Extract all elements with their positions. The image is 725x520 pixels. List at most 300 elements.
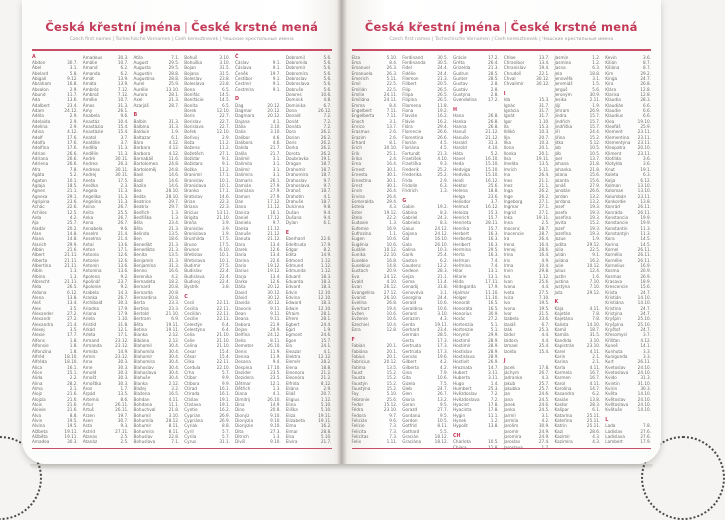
- name-day-date: 4.3.: [389, 204, 398, 210]
- first-name: Antal: [82, 241, 94, 247]
- first-name: Drahotín: [285, 193, 304, 199]
- first-name: Emil: [351, 81, 361, 87]
- name-day-date: 24.10.: [637, 401, 651, 407]
- names-column: [286, 55, 332, 446]
- name-day-date: 3.1.: [272, 172, 281, 178]
- name-day-date: 21.1.: [67, 188, 78, 194]
- first-name: Dalida: [235, 145, 249, 151]
- first-name: Adina: [32, 129, 44, 135]
- name-day-date: 15.7.: [589, 118, 601, 124]
- name-day-date: 27.7.: [437, 407, 448, 413]
- name-day-date: 4.12.: [640, 337, 651, 343]
- name-day-date: 1.3.: [69, 273, 78, 279]
- name-day-date: 21.7.: [320, 439, 332, 445]
- name-day-date: 10.3.: [538, 129, 550, 135]
- name-day-date: 1.2.: [592, 54, 601, 60]
- name-day-date: 11.9.: [270, 348, 281, 354]
- first-name: Karol: [554, 380, 566, 386]
- first-name: Hedviga: [453, 166, 471, 172]
- first-name: Gothard: [402, 428, 420, 434]
- first-name: Hostivít: [453, 359, 469, 365]
- first-name: Ildikó: [503, 129, 515, 135]
- first-name: Alžběta: [32, 434, 48, 439]
- name-day-date: 26.2.: [538, 193, 550, 199]
- name-day-date: 16.12.: [485, 204, 499, 210]
- name-day-date: 9.9.: [222, 375, 230, 381]
- first-name: Bona: [184, 86, 195, 92]
- name-day-date: 1.3.: [272, 434, 281, 439]
- first-name: Kája: [554, 305, 564, 311]
- first-name: Ines: [503, 177, 513, 183]
- first-name: Klotylda: [605, 161, 623, 167]
- name-day-date: 21.7.: [270, 150, 281, 156]
- name-day-date: 15.6.: [589, 177, 601, 183]
- name-day-entry: [83, 439, 129, 444]
- name-day-date: 23.12.: [115, 343, 129, 349]
- first-name: Gerazim: [402, 316, 420, 322]
- first-name: Kornélia: [605, 252, 623, 258]
- first-name: Dália: [235, 124, 246, 130]
- first-name: Antonína: [82, 268, 102, 274]
- first-name: Blažena: [133, 391, 151, 397]
- name-day-date: 9.11.: [270, 305, 281, 311]
- first-name: Ester: [351, 209, 363, 215]
- first-name: Blažej: [133, 385, 147, 391]
- first-name: Deana: [235, 316, 249, 322]
- first-name: Jeremiáš: [554, 81, 573, 87]
- first-name: Everhart: [351, 305, 370, 311]
- first-name: Jonáš: [554, 182, 566, 188]
- first-name: Brunon: [184, 246, 200, 252]
- letter-header: E: [285, 230, 290, 236]
- letter-header: C: [184, 295, 188, 301]
- first-name: Imrich: [503, 166, 517, 172]
- first-name: Karmen: [554, 375, 571, 381]
- names-grid: [352, 55, 652, 446]
- name-day-date: 1.12.: [320, 396, 332, 402]
- name-day-date: 23.11.: [637, 193, 651, 199]
- first-name: Bernardina: [133, 295, 157, 301]
- name-day-date: 21.8.: [589, 166, 601, 172]
- name-day-date: 23.8.: [219, 81, 230, 87]
- name-day-date: 9.5.: [440, 401, 448, 407]
- first-name: Eufemie: [351, 225, 369, 231]
- name-day-date: 24.1.: [320, 343, 332, 349]
- name-day-date: 27.9.: [270, 188, 281, 194]
- first-name: Elmar: [285, 428, 298, 434]
- name-day-date: 11.1.: [488, 412, 499, 418]
- name-day-date: 15.3.: [488, 209, 499, 215]
- name-day-date: 30.3.: [117, 380, 129, 386]
- name-day-date: 20.10.: [637, 145, 651, 151]
- name-day-date: 30.1.: [386, 172, 398, 178]
- names-grid: [32, 55, 332, 446]
- first-name: Ira: [503, 236, 510, 242]
- first-name: Izabela: [503, 316, 519, 322]
- first-name: Kristýna: [605, 311, 623, 317]
- name-day-date: 8.3.: [440, 209, 448, 215]
- name-day-date: 4.11.: [589, 348, 601, 354]
- name-day-date: 16.10.: [485, 156, 499, 162]
- first-name: Blanka: [133, 380, 148, 386]
- first-name: Astrid: [82, 428, 95, 434]
- name-day-date: 21.8.: [168, 407, 180, 413]
- first-name: Jindřiška: [554, 124, 573, 130]
- name-day-date: 16.2.: [589, 257, 601, 263]
- first-name: Bořek: [184, 129, 197, 135]
- first-name: Bohuslav: [133, 434, 153, 439]
- first-name: Hvězdoslav: [453, 391, 478, 397]
- title-slovak: České krstné mená: [510, 20, 638, 34]
- first-name: Běla: [133, 225, 143, 231]
- name-day-date: 16.1.: [219, 385, 230, 391]
- first-name: Ezra: [351, 327, 361, 333]
- name-day-date: 26.11.: [637, 204, 651, 210]
- first-name: Chval: [503, 75, 516, 81]
- first-name: Bedřich: [133, 209, 150, 215]
- name-day-date: 4.2.: [440, 359, 448, 365]
- first-name: Bernarda: [133, 289, 153, 295]
- first-name: Květa: [605, 391, 618, 397]
- name-day-date: 23.3.: [168, 305, 180, 311]
- name-day-date: 27.6.: [640, 434, 651, 439]
- first-name: Blahomila: [133, 348, 155, 354]
- first-name: Árpád: [82, 391, 96, 397]
- first-name: Hana: [453, 113, 464, 119]
- first-name: Drahomír: [285, 166, 306, 172]
- name-day-date: 4.6.: [272, 134, 281, 140]
- first-name: Charlota: [453, 439, 471, 445]
- name-day-date: 4.10.: [488, 145, 499, 151]
- name-day-date: 3.1.: [389, 118, 398, 124]
- name-day-date: 15.1.: [67, 369, 78, 375]
- first-name: Blahoslav: [133, 364, 154, 370]
- name-day-date: 12.10.: [318, 289, 332, 295]
- first-name: Dominika: [285, 102, 306, 108]
- name-day-date: 25.6.: [488, 182, 499, 188]
- first-name: Hanka: [453, 118, 467, 124]
- name-day-date: 2.8.: [490, 92, 499, 97]
- first-name: Egon: [285, 337, 297, 343]
- first-name: Lambert: [605, 439, 623, 445]
- name-day-date: 24.4.: [320, 321, 332, 327]
- first-name: Beatrice: [133, 198, 151, 204]
- first-name: Jesika: [554, 97, 567, 103]
- name-day-date: 1.3.: [389, 220, 398, 226]
- first-name: Beatrix: [133, 204, 149, 210]
- name-day-date: 22.4.: [219, 268, 230, 274]
- first-name: Darius: [235, 268, 249, 274]
- first-name: Evan: [351, 284, 362, 290]
- name-day-date: 21.4.: [117, 236, 129, 242]
- name-day-date: 28.8.: [168, 70, 180, 76]
- name-day-date: 28.9.: [488, 353, 499, 359]
- name-day-date: 19.3.: [589, 230, 601, 236]
- name-day-date: 1.8.: [69, 337, 78, 343]
- first-name: Koleta: [605, 172, 619, 178]
- first-name: Gajana: [402, 230, 418, 236]
- first-name: Dorka: [285, 145, 299, 151]
- name-day-date: 23.7.: [117, 279, 129, 285]
- name-day-date: 16.1.: [270, 209, 281, 215]
- title-divider: |: [503, 20, 508, 34]
- name-day-date: 17.7.: [67, 332, 78, 338]
- first-name: Atanas: [82, 434, 98, 439]
- name-day-date: 24.5.: [538, 407, 550, 413]
- name-day-date: 6.4.: [222, 321, 230, 327]
- name-day-date: 9.11.: [270, 316, 281, 322]
- first-name: Gunter: [453, 75, 468, 81]
- name-day-date: 17.12.: [267, 198, 281, 204]
- name-day-date: 6.1.: [592, 407, 601, 413]
- name-day-date: 10.5.: [589, 145, 601, 151]
- first-name: Božka: [184, 166, 197, 172]
- first-name: Alois: [32, 401, 42, 407]
- first-name: Aurélie: [133, 86, 149, 92]
- first-name: Elvíra: [285, 439, 298, 445]
- name-day-date: 3.1.: [541, 412, 550, 418]
- name-day-date: 9.7.: [323, 182, 332, 188]
- name-day-date: 10.5.: [437, 417, 448, 423]
- name-day-date: 10.1.: [67, 177, 78, 183]
- name-day-date: 4.11.: [589, 305, 601, 311]
- first-name: Ingmar: [503, 204, 519, 210]
- first-name: Gerda: [402, 321, 415, 327]
- name-day-date: 28.6.: [589, 428, 601, 434]
- name-day-date: 5.2.: [490, 150, 499, 156]
- name-day-date: 20.12.: [267, 108, 281, 114]
- name-day-date: 26.3.: [386, 70, 398, 76]
- name-day-date: 3.7.: [120, 140, 129, 146]
- name-day-date: 28.8.: [320, 428, 332, 434]
- first-name: Inez: [503, 182, 513, 188]
- first-name: Adolf: [32, 134, 43, 140]
- first-name: Izidor: [503, 332, 516, 338]
- name-day-date: 19.7.: [270, 70, 281, 76]
- first-name: Gustav: [453, 81, 468, 87]
- name-day-date: 3.11.: [488, 369, 499, 375]
- first-name: Bohuš: [184, 54, 198, 60]
- name-day-date: 21.10.: [165, 311, 180, 317]
- name-day-date: 3.7.: [643, 332, 651, 338]
- name-day-date: 30.7.: [117, 417, 129, 423]
- first-name: Jordan: [554, 193, 568, 199]
- name-day-date: 17.1.: [117, 246, 129, 252]
- name-day-date: 18.7.: [320, 188, 332, 194]
- name-day-date: 20.7.: [320, 391, 332, 397]
- name-day-date: 13.6.: [117, 268, 129, 274]
- first-name: Belinda: [133, 230, 150, 236]
- first-name: Fidel: [402, 65, 412, 71]
- first-name: Helmut: [453, 204, 469, 210]
- name-day-date: 9.1.: [592, 252, 601, 258]
- first-name: Dara: [235, 241, 246, 247]
- name-day-date: 13.10.: [637, 188, 651, 194]
- name-day-date: 7.1.: [171, 439, 180, 445]
- first-name: Adriena: [32, 161, 49, 167]
- name-day-date: 9.4.: [272, 359, 281, 365]
- name-day-date: 7.3.: [389, 423, 398, 429]
- first-name: Emilián: [351, 86, 367, 92]
- first-name: Dalimíra: [235, 172, 253, 178]
- name-day-date: 3.10.: [270, 124, 281, 130]
- name-day-date: 28.11.: [485, 220, 499, 226]
- name-day-date: 9.9.: [222, 380, 230, 386]
- name-day-date: 26.7.: [538, 369, 550, 375]
- first-name: Aja: [32, 220, 39, 226]
- first-name: Dona: [285, 108, 297, 114]
- name-day-date: 16.1.: [219, 391, 230, 397]
- name-day-date: 1.3.: [272, 385, 281, 391]
- name-day-date: 27.11.: [115, 428, 129, 434]
- name-day-date: 27.2.: [488, 316, 499, 322]
- first-name: Dulcinea: [285, 204, 305, 210]
- name-day-date: 7.8.: [592, 316, 601, 322]
- name-day-date: 26.3.: [117, 161, 129, 167]
- first-name: Ingeborg: [503, 198, 523, 204]
- name-day-date: 29.7.: [168, 198, 180, 204]
- name-day-date: 21.3.: [437, 150, 448, 156]
- name-day-date: 5.6.: [323, 86, 332, 92]
- first-name: Jadranka: [503, 375, 523, 381]
- name-day-entry: [286, 439, 332, 444]
- first-name: Ervín: [351, 188, 363, 194]
- name-day-date: 5.6.: [323, 81, 332, 87]
- first-name: Ariadna: [82, 305, 99, 311]
- footer-rule: [32, 448, 332, 449]
- name-day-date: 6.4.: [222, 327, 230, 333]
- name-day-date: 1.9.: [592, 102, 601, 108]
- name-day-date: 9.10.: [270, 439, 281, 445]
- first-name: Herbert: [453, 230, 470, 236]
- first-name: Áron: [82, 385, 93, 391]
- first-name: Bazil: [133, 177, 144, 183]
- first-name: Klementýna: [605, 140, 631, 146]
- first-name: Dominik: [285, 97, 304, 103]
- first-name: Dalimil: [235, 156, 250, 162]
- name-day-date: 12.6.: [270, 246, 281, 252]
- letter-header: B: [133, 113, 138, 119]
- name-day-date: 21.12.: [267, 230, 281, 236]
- name-day-date: 17.8.: [488, 401, 499, 407]
- name-day-date: 27.9.: [270, 182, 281, 188]
- first-name: Heloiza: [453, 209, 469, 215]
- name-day-date: 10.5.: [488, 439, 499, 445]
- name-day-date: 5.6.: [323, 75, 332, 81]
- first-name: Damaris: [235, 177, 253, 183]
- first-name: Jarmila: [503, 417, 519, 423]
- first-name: Gerta: [402, 337, 415, 343]
- first-name: Klement: [605, 129, 623, 135]
- first-name: Albrecht: [32, 279, 50, 285]
- first-name: Efrem: [285, 316, 299, 322]
- name-day-date: 15.3.: [538, 124, 550, 130]
- first-name: Jaromír: [503, 428, 519, 434]
- name-day-date: 15.2.: [386, 380, 398, 386]
- name-day-date: 30.1.: [386, 166, 398, 172]
- first-name: Františka: [402, 161, 422, 167]
- first-name: Aranka: [82, 295, 98, 301]
- first-name: Edwin: [285, 305, 299, 311]
- name-day-date: 6.5.: [222, 102, 230, 108]
- first-name: Gvendolína: [453, 97, 477, 103]
- name-day-date: 27.1.: [219, 150, 230, 156]
- first-name: Krescencie: [605, 284, 628, 290]
- first-name: Gloria: [402, 396, 415, 402]
- name-day-date: 14.10.: [637, 295, 651, 301]
- first-name: Chranibor: [503, 59, 525, 65]
- name-day-date: 26.9.: [640, 268, 651, 274]
- first-name: Eligius: [285, 396, 300, 402]
- first-name: Antonia: [82, 252, 99, 258]
- name-day-date: 7.4.: [490, 263, 499, 268]
- name-day-date: 3.11.: [488, 375, 499, 381]
- header-rule: [32, 49, 332, 51]
- first-name: Alfréd: [32, 353, 45, 359]
- first-name: Febronie: [351, 396, 370, 402]
- name-day-entry: [134, 439, 180, 444]
- name-day-date: 11.12.: [267, 225, 281, 231]
- first-name: Irena: [503, 241, 515, 247]
- first-name: Igor: [503, 118, 512, 124]
- first-name: Eusebie: [351, 257, 368, 263]
- name-day-date: 25.2.: [437, 166, 448, 172]
- first-name: Bronislav: [184, 225, 204, 231]
- first-name: Juliána: [554, 257, 569, 263]
- name-day-date: 15.4.: [219, 353, 230, 359]
- first-name: Hildegarda: [453, 284, 476, 290]
- name-day-date: 16.1.: [67, 364, 78, 370]
- name-day-date: 18.8.: [488, 188, 499, 194]
- name-day-date: 25.3.: [538, 327, 550, 333]
- first-name: Fridrich: [402, 188, 418, 194]
- first-name: Amálie: [82, 59, 98, 65]
- name-day-date: 17.1.: [219, 172, 230, 178]
- name-day-date: 9.8.: [323, 204, 332, 210]
- name-day-date: 21.1.: [437, 273, 448, 279]
- name-day-date: 20.12.: [267, 113, 281, 119]
- first-name: Daniela: [235, 220, 251, 226]
- first-name: Erasmus: [351, 129, 370, 135]
- name-day-date: 26.7.: [117, 220, 129, 226]
- name-day-date: 20.12.: [383, 359, 398, 365]
- name-day-date: 28.7.: [168, 102, 180, 108]
- name-day-date: 23.5.: [270, 375, 281, 381]
- name-day-date: 18.5.: [67, 182, 78, 188]
- first-name: Bartoloměj: [133, 166, 157, 172]
- name-day-date: 27.1.: [538, 198, 550, 204]
- first-name: Harold: [453, 145, 467, 151]
- name-day-date: 4.1.: [272, 391, 281, 397]
- first-name: Felicita: [351, 428, 367, 434]
- first-name: Floriána: [402, 145, 420, 151]
- name-day-date: 22.7.: [219, 118, 230, 124]
- first-name: Bertold: [133, 311, 149, 317]
- first-name: Danka: [235, 225, 249, 231]
- name-day-date: 25.6.: [538, 279, 550, 285]
- first-name: Adam: [32, 108, 45, 114]
- first-name: Elsa: [285, 434, 295, 439]
- name-day-date: 26.5.: [67, 284, 78, 290]
- name-day-date: 9.6.: [120, 225, 129, 231]
- first-name: Annabela: [82, 225, 103, 231]
- first-name: Křesomysl: [605, 332, 627, 338]
- name-day-date: 27.1.: [538, 204, 550, 210]
- first-name: Gaius: [402, 225, 415, 231]
- name-day-date: 9.7.: [272, 220, 281, 226]
- first-name: Boleslav: [184, 75, 202, 81]
- first-name: Anita: [82, 209, 94, 215]
